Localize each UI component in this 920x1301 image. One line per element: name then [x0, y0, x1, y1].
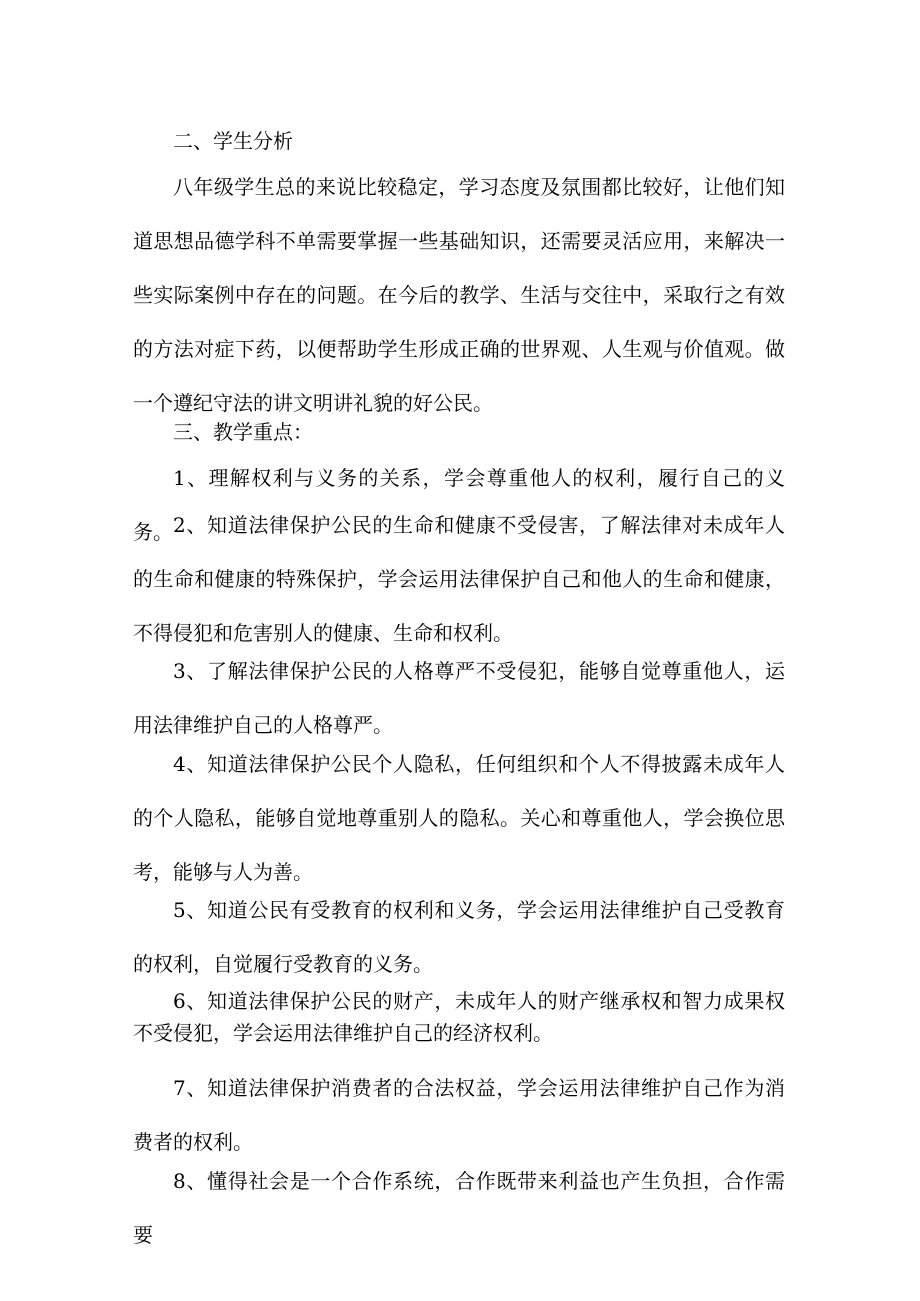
focus-item-1: 1、理解权利与义务的关系，学会尊重他人的权利，履行自己的义务。	[133, 466, 785, 544]
focus-item-5: 5、知道公民有受教育的权利和义务，学会运用法律维护自己受教育的权利，自觉履行受教育的义务。	[133, 898, 785, 976]
focus-item-2: 2、知道法律保护公民的生命和健康不受侵害，了解法律对未成年人的生命和健康的特殊保护，学会运用法律保护自己和他人的生命和健康，不得侵犯和危害别人的健康、生命和权利。	[133, 513, 785, 645]
focus-item-4: 4、知道法律保护公民个人隐私，任何组织和个人不得披露未成年人的个人隐私，能够自觉地尊重别人的隐私。关心和尊重他人，学会换位思考，能够与人为善。	[133, 752, 785, 884]
focus-item-7: 7、知道法律保护消费者的合法权益，学会运用法律维护自己作为消费者的权利。	[133, 1076, 785, 1154]
focus-item-8: 8、懂得社会是一个合作系统，合作既带来利益也产生负担，合作需要	[133, 1169, 785, 1247]
heading-student-analysis: 二、学生分析	[173, 129, 293, 153]
focus-item-6: 6、知道法律保护公民的财产，未成年人的财产继承权和智力成果权不受侵犯，学会运用法律维护自己的经济权利。	[133, 989, 785, 1045]
heading-teaching-focus: 三、教学重点：	[173, 420, 313, 444]
student-analysis-body: 八年级学生总的来说比较稳定，学习态度及氛围都比较好，让他们知道思想品德学科不单需要掌握一些基础知识，还需要灵活应用，来解决一些实际案例中存在的问题。在今后的教学、生活与交往中，采取行之有效的方法对症下药，以便帮助学生形成正确的世界观、人生观与价值观。做一个遵纪守法的讲文明讲礼貌的好公民。	[133, 175, 785, 415]
focus-item-3: 3、了解法律保护公民的人格尊严不受侵犯，能够自觉尊重他人，运用法律维护自己的人格尊严。	[133, 659, 785, 737]
